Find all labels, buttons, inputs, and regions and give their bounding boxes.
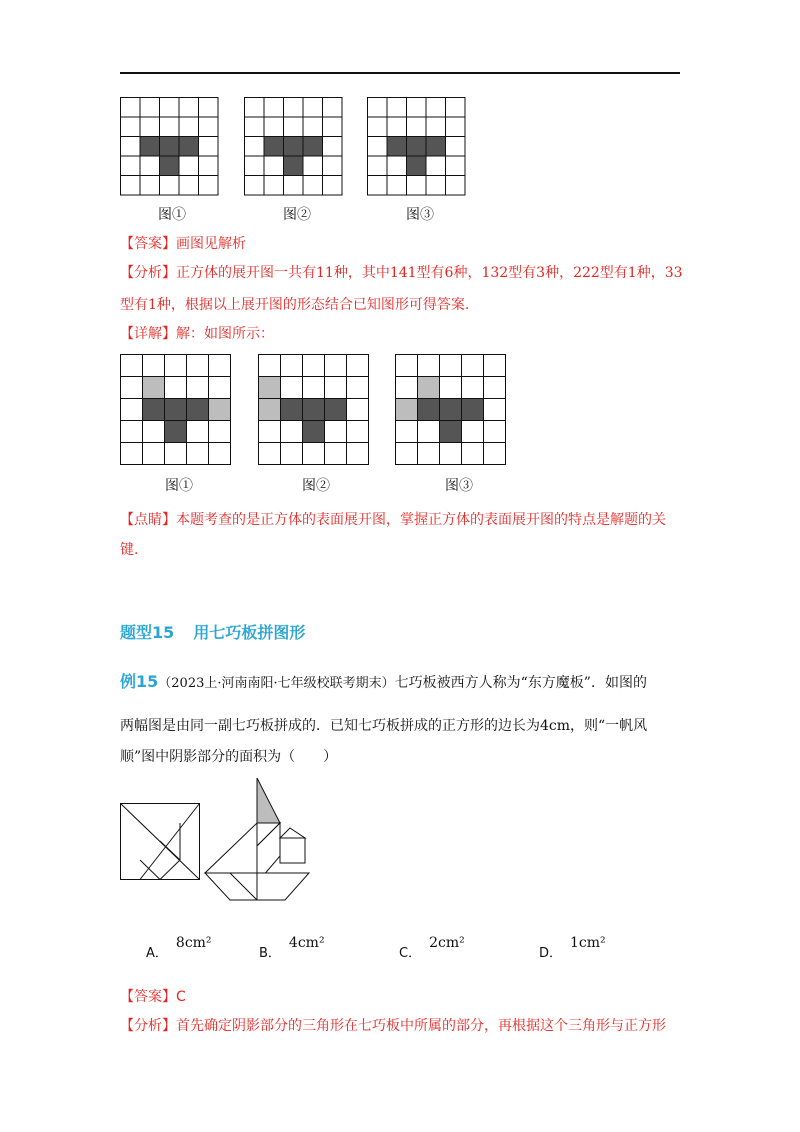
grid-cell-added (259, 399, 281, 421)
grid-cell (281, 421, 303, 443)
option-b-letter: B． (259, 946, 281, 961)
grid-cell-shaded (303, 137, 323, 157)
grid-cell (396, 421, 418, 443)
grid-cell (245, 98, 265, 118)
grid-cell (121, 443, 143, 465)
grid-cell-added (418, 377, 440, 399)
section-title: 用七巧板拼图形 (193, 623, 306, 642)
option-b-value: 4cm² (288, 935, 325, 951)
grid-cell (446, 117, 466, 137)
grid-cell (199, 176, 219, 196)
grid-cell (187, 355, 209, 377)
grid-cell (199, 98, 219, 118)
grid-cell (281, 355, 303, 377)
grid-cell (323, 137, 343, 157)
analysis-1-line1 (120, 264, 690, 282)
grid-cell (418, 443, 440, 465)
detail-1-text: 解：如图所示： (176, 326, 274, 342)
grid-figure-1 (120, 97, 220, 197)
grid-cell (187, 377, 209, 399)
grid-cell (199, 137, 219, 157)
example-line1 (120, 673, 690, 693)
grid-cell (462, 421, 484, 443)
grid-cell-shaded (165, 399, 187, 421)
tangram-sailboat (205, 778, 315, 903)
example-line3: 顺”图中阴影部分的面积为（ ） (120, 749, 338, 765)
grid-cell (484, 355, 506, 377)
grid-cell (245, 156, 265, 176)
solution-grid-2 (258, 354, 370, 466)
top-caption-3: 图③ (406, 207, 434, 223)
grid-cell-added (259, 377, 281, 399)
grid-cell (303, 377, 325, 399)
grid-cell (387, 117, 407, 137)
grid-cell (484, 377, 506, 399)
grid-cell (165, 355, 187, 377)
analysis-1-tag: 【分析】 (120, 265, 176, 281)
solution-caption-2: 图② (302, 478, 330, 494)
answer-1-text: 画图见解析 (176, 236, 246, 252)
grid-cell-shaded (462, 399, 484, 421)
grid-cell (284, 98, 304, 118)
grid-cell (143, 355, 165, 377)
grid-cell (121, 377, 143, 399)
grid-cell (368, 156, 388, 176)
grid-cell (462, 355, 484, 377)
grid-cell-shaded (440, 399, 462, 421)
grid-cell (165, 443, 187, 465)
grid-cell-shaded (325, 399, 347, 421)
grid-cell (303, 355, 325, 377)
grid-cell (446, 137, 466, 157)
grid-cell (143, 443, 165, 465)
option-c-letter: C． (399, 946, 422, 961)
section-heading (120, 620, 305, 643)
analysis-1-line2: 型有1种，根据以上展开图的形态结合已知图形可得答案. (120, 297, 470, 313)
grid-cell-shaded (160, 137, 180, 157)
grid-cell (199, 117, 219, 137)
answer-2 (120, 988, 186, 1006)
grid-cell (418, 355, 440, 377)
grid-cell (245, 176, 265, 196)
option-b[interactable] (259, 935, 325, 961)
answer-2-text: C (176, 989, 186, 1005)
grid-cell-added (143, 377, 165, 399)
option-a-value: 8cm² (175, 935, 212, 951)
grid-cell (446, 98, 466, 118)
analysis-2 (120, 1017, 690, 1035)
grid-cell (179, 117, 199, 137)
grid-cell (121, 399, 143, 421)
example-source: （2023上·河南南阳·七年级校联考期末） (158, 676, 395, 691)
grid-cell (264, 98, 284, 118)
grid-cell-shaded (407, 137, 427, 157)
grid-cell (323, 156, 343, 176)
grid-cell-shaded (284, 156, 304, 176)
grid-cell (396, 355, 418, 377)
option-c[interactable] (399, 935, 465, 961)
grid-cell (121, 117, 141, 137)
grid-cell (418, 421, 440, 443)
top-caption-2: 图② (283, 207, 311, 223)
grid-cell (368, 176, 388, 196)
solution-grid-3 (395, 354, 507, 466)
comment-1-line1 (120, 511, 690, 529)
grid-cell (426, 98, 446, 118)
section-label: 题型15 (120, 623, 175, 642)
grid-cell (259, 421, 281, 443)
comment-1-line2: 键. (120, 542, 139, 558)
grid-cell (446, 156, 466, 176)
grid-cell (407, 176, 427, 196)
grid-cell (121, 355, 143, 377)
grid-cell-shaded (418, 399, 440, 421)
grid-cell (303, 156, 323, 176)
grid-cell (140, 98, 160, 118)
example-tag: 例15 (120, 672, 159, 691)
grid-cell (264, 176, 284, 196)
grid-cell (426, 176, 446, 196)
grid-cell (140, 156, 160, 176)
grid-cell (121, 137, 141, 157)
grid-cell (160, 117, 180, 137)
grid-cell (303, 98, 323, 118)
grid-cell (387, 156, 407, 176)
grid-cell-shaded (165, 421, 187, 443)
grid-cell (303, 176, 323, 196)
grid-cell (407, 117, 427, 137)
grid-cell (140, 117, 160, 137)
grid-cell (160, 98, 180, 118)
grid-cell (259, 355, 281, 377)
option-a[interactable] (146, 935, 212, 961)
answer-2-tag: 【答案】 (120, 989, 176, 1005)
grid-cell (347, 377, 369, 399)
grid-cell (121, 176, 141, 196)
grid-cell (323, 176, 343, 196)
grid-cell (264, 117, 284, 137)
example-text-1: 七巧板被西方人称为“东方魔板”．如图的 (394, 675, 647, 691)
grid-cell (121, 156, 141, 176)
grid-cell (396, 443, 418, 465)
grid-cell-shaded (440, 421, 462, 443)
grid-cell-added (209, 399, 231, 421)
option-d-value: 1cm² (570, 935, 606, 951)
detail-1 (120, 325, 274, 343)
grid-cell (387, 98, 407, 118)
grid-cell (368, 117, 388, 137)
grid-cell (209, 421, 231, 443)
grid-cell (140, 176, 160, 196)
grid-cell-shaded (281, 399, 303, 421)
grid-cell (187, 443, 209, 465)
grid-cell (396, 377, 418, 399)
grid-cell-shaded (264, 137, 284, 157)
grid-cell (303, 443, 325, 465)
grid-cell-shaded (303, 399, 325, 421)
tangram-square (120, 803, 200, 880)
grid-cell (281, 377, 303, 399)
grid-figure-3 (367, 97, 467, 197)
analysis-2-tag: 【分析】 (120, 1018, 176, 1034)
answer-1 (120, 235, 246, 253)
grid-cell-added (396, 399, 418, 421)
grid-cell (446, 176, 466, 196)
grid-cell (303, 117, 323, 137)
grid-cell (347, 443, 369, 465)
grid-cell (187, 421, 209, 443)
grid-cell (462, 443, 484, 465)
grid-cell (245, 117, 265, 137)
grid-cell (121, 421, 143, 443)
grid-cell (209, 377, 231, 399)
grid-cell (368, 98, 388, 118)
comment-1-text: 本题考查的是正方体的表面展开图，掌握正方体的表面展开图的特点是解题的关 (176, 512, 666, 528)
grid-figure-2 (244, 97, 344, 197)
grid-cell (484, 443, 506, 465)
grid-cell-shaded (179, 137, 199, 157)
comment-1-tag: 【点睛】 (120, 512, 176, 528)
grid-cell (440, 377, 462, 399)
grid-cell (199, 156, 219, 176)
top-caption-1: 图① (158, 207, 186, 223)
grid-cell (368, 137, 388, 157)
grid-cell (284, 176, 304, 196)
detail-1-tag: 【详解】 (120, 326, 176, 342)
grid-cell (245, 137, 265, 157)
grid-cell (426, 156, 446, 176)
analysis-1-text: 正方体的展开图一共有11种，其中141型有6种，132型有3种，222型有1种，33 (176, 265, 683, 281)
grid-cell (165, 377, 187, 399)
option-a-letter: A． (146, 946, 168, 961)
solution-caption-1: 图① (165, 478, 193, 494)
grid-cell (209, 355, 231, 377)
solution-grid-1 (120, 354, 232, 466)
answer-1-tag: 【答案】 (120, 236, 176, 252)
grid-cell-shaded (143, 399, 165, 421)
solution-caption-3: 图③ (445, 478, 473, 494)
header-rule (120, 72, 680, 74)
option-d[interactable] (539, 935, 606, 961)
grid-cell (325, 355, 347, 377)
grid-cell (121, 98, 141, 118)
grid-cell-shaded (387, 137, 407, 157)
grid-cell (179, 176, 199, 196)
grid-cell (325, 443, 347, 465)
grid-cell (387, 176, 407, 196)
grid-cell (259, 443, 281, 465)
grid-cell-shaded (284, 137, 304, 157)
example-line2: 两幅图是由同一副七巧板拼成的．已知七巧板拼成的正方形的边长为4cm，则“一帆风 (120, 718, 648, 734)
grid-cell-shaded (426, 137, 446, 157)
grid-cell (484, 421, 506, 443)
grid-cell (160, 176, 180, 196)
grid-cell (264, 156, 284, 176)
grid-cell-shaded (187, 399, 209, 421)
grid-cell (323, 98, 343, 118)
grid-cell (426, 117, 446, 137)
grid-cell (143, 421, 165, 443)
grid-cell (325, 421, 347, 443)
grid-cell (179, 98, 199, 118)
grid-cell (325, 377, 347, 399)
grid-cell (347, 421, 369, 443)
grid-cell (440, 355, 462, 377)
grid-cell (462, 377, 484, 399)
grid-cell (179, 156, 199, 176)
grid-cell (440, 443, 462, 465)
grid-cell-shaded (140, 137, 160, 157)
option-d-letter: D． (539, 946, 563, 961)
grid-cell (407, 98, 427, 118)
analysis-2-text: 首先确定阴影部分的三角形在七巧板中所属的部分，再根据这个三角形与正方形 (176, 1018, 666, 1034)
grid-cell-shaded (160, 156, 180, 176)
grid-cell (284, 117, 304, 137)
grid-cell-shaded (407, 156, 427, 176)
grid-cell (281, 443, 303, 465)
grid-cell-shaded (303, 421, 325, 443)
grid-cell (484, 399, 506, 421)
grid-cell (347, 355, 369, 377)
option-c-value: 2cm² (429, 935, 465, 951)
grid-cell (347, 399, 369, 421)
grid-cell (209, 443, 231, 465)
grid-cell (323, 117, 343, 137)
